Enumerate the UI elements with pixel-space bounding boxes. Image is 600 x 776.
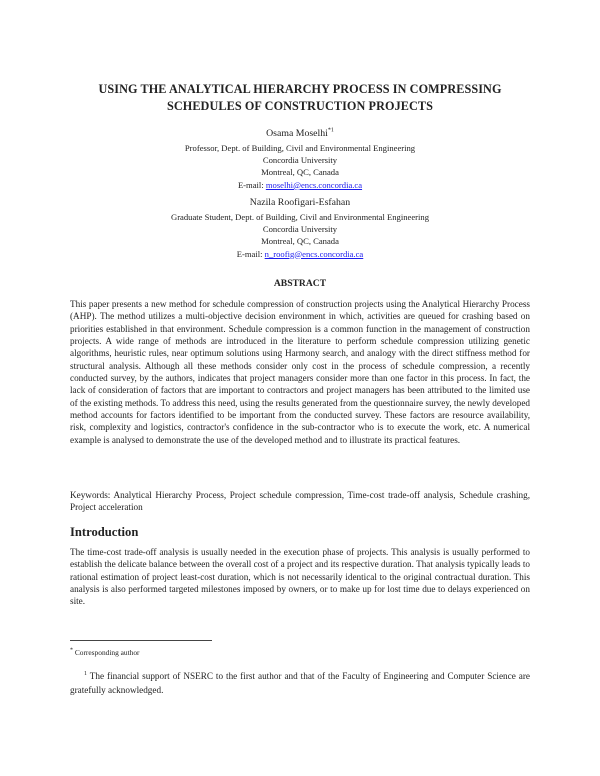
abstract-body: This paper presents a new method for schedule compression of construction projects using the Analytical Hierarchy Process (AHP). The method utilizes a multi-objective decision environment in which, activities are queued for crashing based on priorities established in that environment. Schedule compression is a common function in the management of construction projects. A wide range of methods are introduced in the literature to perform schedule compression utilizing genetic algorithms, heuristic rules, near optimum solutions using Harmony search, and analogy with the direct stiffness method for structural analysis. Although all these methods consider only cost in the process of schedule compression, a recently conducted survey, by the authors, indicates that project managers consider more than one factor in this process. In fact, the lack of consideration of factors that are important to contractors and project managers has been attributed to the limited use of the existing methods. To address this need, using the results generated from the questionnaire survey, the newly developed method accounts for factors identified to be important from the conducted survey. These factors are resource availability, risk, complexity and logistics, contractor's confidence in the sub-contractor who is to execute the work, etc. A numerical example is analysed to demonstrate the use of the developed method and to illustrate its practical features. <box>70 299 530 445</box>
author-2-affiliation <box>0 211 600 260</box>
introduction-body: The time-cost trade-off analysis is usually needed in the execution phase of projects. This analysis is usually performed to establish the delicate balance between the overall cost of a project and its respective duration. That analysis typically leads to rational estimation of project least-cost duration, which is not necessarily identical to the original contractual duration. This analysis is also performed targeted milestones imposed by owners, or to make up for lost time due to delays experienced on site. <box>70 547 530 607</box>
introduction-heading: Introduction <box>70 525 139 539</box>
footnote-separator <box>70 640 212 641</box>
title-line-1: USING THE ANALYTICAL HIERARCHY PROCESS IN COMPRESSING <box>98 82 502 96</box>
footnote-mark-star: * <box>70 647 73 654</box>
author-1-position: Professor, Dept. of Building, Civil and Environmental Engineering <box>184 143 416 153</box>
author-1-location: Montreal, QC, Canada <box>261 167 339 178</box>
footnote-corresponding-text: Corresponding author <box>73 648 140 657</box>
abstract-heading: ABSTRACT <box>273 278 327 289</box>
author-1-affiliation <box>0 142 600 191</box>
author-2-email-label: E-mail: <box>236 248 265 259</box>
paper-title <box>0 81 600 115</box>
author-1-institution: Concordia University <box>262 155 338 166</box>
author-1-name: Osama Moselhi <box>266 128 328 139</box>
author-2-name: Nazila Roofigari-Esfahan <box>249 197 351 208</box>
author-2-position: Graduate Student, Dept. of Building, Civil and Environmental Engineering <box>170 212 429 222</box>
author-1-email-label: E-mail: <box>237 179 266 190</box>
author-1-name-line <box>0 128 600 139</box>
author-1-email-line <box>0 179 600 191</box>
author-2-location: Montreal, QC, Canada <box>261 236 339 247</box>
author-1-email-link[interactable]: moselhi@encs.concordia.ca <box>265 179 363 190</box>
footnote-corresponding <box>70 648 140 657</box>
author-2-email-line <box>0 248 600 260</box>
footnote-mark-1: 1 <box>84 670 87 677</box>
author-2-institution: Concordia University <box>262 224 338 235</box>
title-line-2: SCHEDULES OF CONSTRUCTION PROJECTS <box>166 99 434 113</box>
author-1-marks: *1 <box>327 127 334 134</box>
keywords: Keywords: Analytical Hierarchy Process, Project schedule compression, Time-cost trade-off analysis, Schedule crashing, Project acceleration <box>70 490 530 513</box>
footnote-funding-text: The financial support of NSERC to the first author and that of the Faculty of Engineering and Computer Science are gratefully acknowledged. <box>70 671 530 695</box>
author-2-email-link[interactable]: n_roofig@encs.concordia.ca <box>264 248 364 259</box>
footnote-funding <box>70 669 530 697</box>
